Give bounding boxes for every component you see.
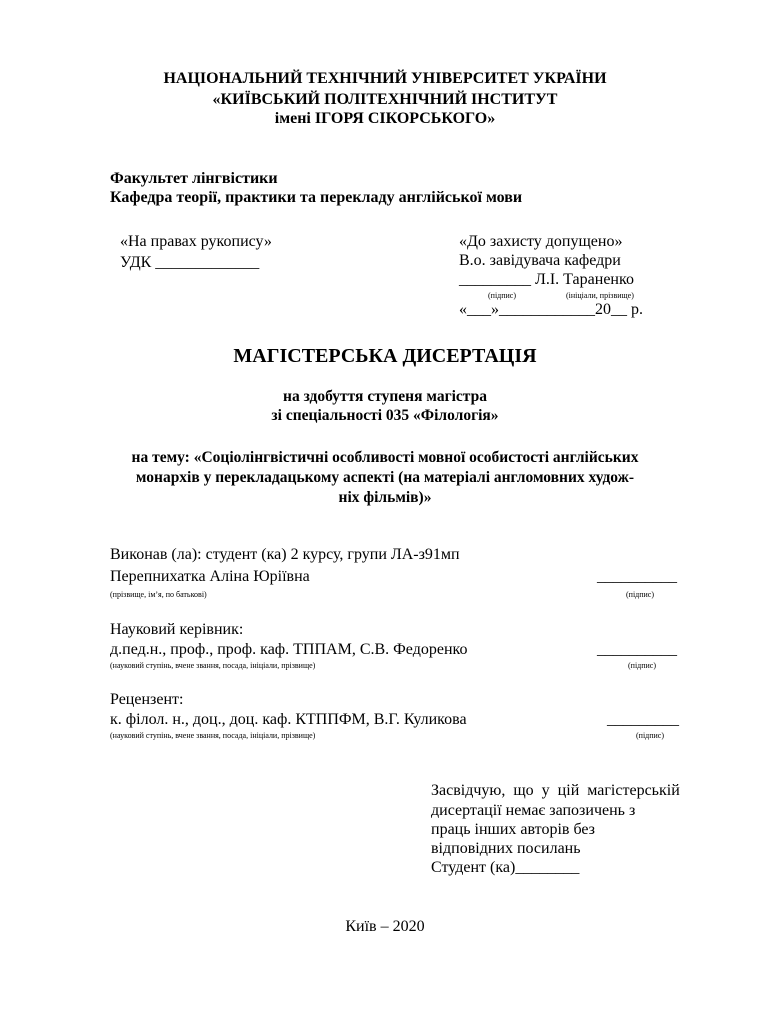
head-of-department: В.о. завідувача кафедри xyxy=(459,252,621,269)
degree-line: на здобуття ступеня магістра xyxy=(283,388,487,405)
date-line: «___»____________20__ р. xyxy=(459,301,643,318)
author-signature-line: __________ xyxy=(597,568,677,585)
declaration-line-2: дисертації немає запозичень з xyxy=(431,802,636,819)
student-signature-line: Студент (ка)________ xyxy=(431,859,580,876)
supervisor-name-caption: (науковий ступінь, вчене звання, посада, ініціали, прізвище) xyxy=(110,661,316,670)
declaration-line-4: відповідних посилань xyxy=(431,840,581,857)
head-signature-line: _________ Л.І. Тараненко xyxy=(459,271,634,288)
initials-caption: (ініціали, прізвище) xyxy=(566,291,634,300)
admitted-to-defense: «До захисту допущено» xyxy=(459,233,623,250)
department-name: Кафедра теорії, практики та перекладу англійської мови xyxy=(110,189,523,206)
university-name: НАЦІОНАЛЬНИЙ ТЕХНІЧНИЙ УНІВЕРСИТЕТ УКРАЇНИ xyxy=(163,70,607,87)
institute-name: «КИЇВСЬКИЙ ПОЛІТЕХНІЧНИЙ ІНСТИТУТ xyxy=(212,91,558,108)
topic-line-1: на тему: «Соціолінгвістичні особливості мовної особистості англійських xyxy=(131,449,639,466)
reviewer-signature-caption: (підпис) xyxy=(636,731,665,740)
author-name-caption: (прізвище, ім’я, по батькові) xyxy=(110,590,207,599)
declaration-line-3: праць інших авторів без xyxy=(431,821,595,838)
author-name: Перепнихатка Аліна Юріївна xyxy=(110,568,310,585)
author-info: Виконав (ла): студент (ка) 2 курсу, групи ЛА-з91мп xyxy=(110,546,460,563)
supervisor-signature-caption: (підпис) xyxy=(628,661,657,670)
udk-field: УДК _____________ xyxy=(120,254,260,271)
supervisor-signature-line: __________ xyxy=(597,641,677,658)
reviewer-label: Рецензент: xyxy=(110,691,184,708)
reviewer-name: к. філол. н., доц., доц. каф. КТППФМ, В.Г. Куликова xyxy=(110,711,467,728)
institute-name-suffix: імені ІГОРЯ СІКОРСЬКОГО» xyxy=(274,110,496,127)
reviewer-signature-line: _________ xyxy=(607,711,679,728)
supervisor-label: Науковий керівник: xyxy=(110,621,244,638)
author-signature-caption: (підпис) xyxy=(626,590,655,599)
reviewer-name-caption: (науковий ступінь, вчене звання, посада, ініціали, прізвище) xyxy=(110,731,316,740)
document-title: МАГІСТЕРСЬКА ДИСЕРТАЦІЯ xyxy=(233,345,537,367)
supervisor-name: д.пед.н., проф., проф. каф. ТППАМ, С.В. Федоренко xyxy=(110,641,468,658)
faculty-name: Факультет лінгвістики xyxy=(110,170,278,187)
manuscript-rights: «На правах рукопису» xyxy=(120,233,272,250)
topic-line-3: ніх фільмів)» xyxy=(338,489,432,506)
declaration-line-1: Засвідчую, що у цій магістерській xyxy=(431,782,680,799)
specialty-line: зі спеціальності 035 «Філологія» xyxy=(271,407,499,424)
city-year: Київ – 2020 xyxy=(345,918,425,935)
topic-line-2: монархів у перекладацькому аспекті (на матеріалі англомовних худож- xyxy=(135,469,635,486)
signature-caption: (підпис) xyxy=(488,291,517,300)
